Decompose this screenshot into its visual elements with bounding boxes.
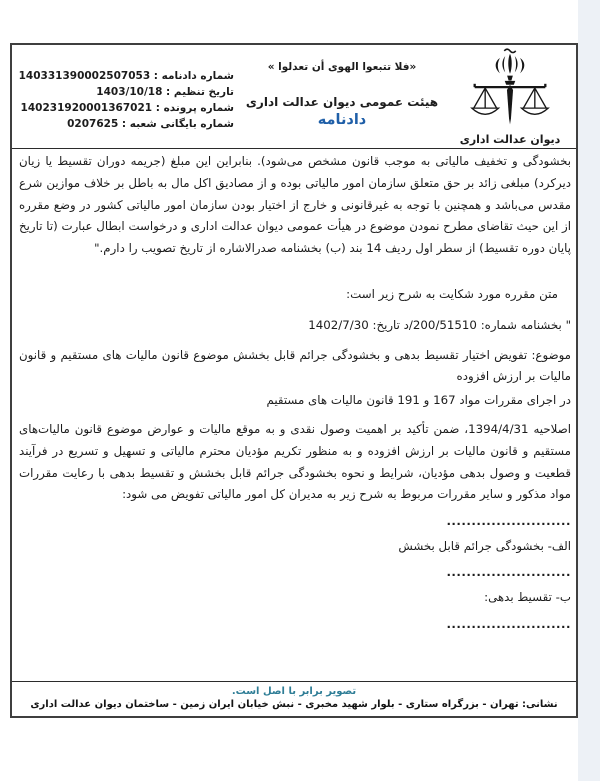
circular-body-paragraph: اصلاحیه 1394/4/31، ضمن تأکید بر اهمیت وصول نقدی و به موقع مالیات و عوارض موضوع قانون مالیات‌های مستقیم و قانون مالیات بر ارزش افزوده و به منظور تکریم مؤدیان محترم مالیاتی و تسهیل و تسریع در فرآیند قطعیت و وصول بدهی مؤدیان، شرایط و نحوه بخشودگی جرائم قابل بخشش و تقسیط بدهی با رعایت مقررات مواد مذکور و سایر مقررات مربوط به شرح زیر به مدیران کل امور مالیاتی تفویض می شود: [19, 421, 571, 502]
regulation-intro: متن مقرره مورد شکایت به شرح زیر است: [346, 286, 558, 301]
document [10, 43, 578, 718]
dotted-line: ......................... [446, 564, 571, 579]
document-footer [12, 681, 576, 716]
item-a-heading: الف- بخشودگی جرائم قابل بخشش [398, 538, 571, 553]
quran-verse: «فلا تتبعوا الهوی أن تعدلوا » [267, 61, 417, 73]
dotted-line: ......................... [446, 514, 571, 529]
scales-of-justice-icon [466, 48, 554, 132]
item-b-heading: ب- تقسیط بدهی: [484, 589, 571, 604]
court-logo [444, 45, 576, 148]
logo-caption: دیوان عدالت اداری [459, 133, 561, 146]
org-title: هیئت عمومی دیوان عدالت اداری [245, 95, 439, 109]
header-center [240, 45, 444, 148]
document-body [12, 149, 576, 680]
meta-case-number: شماره پرونده : 140231920001367021 [20, 102, 234, 114]
doc-meta [12, 45, 240, 148]
doc-type-title: دادنامه [317, 112, 367, 128]
address-line: نشانی: تهران - بزرگراه ستاری - بلوار شهید مخبری - نبش خیابان ایران زمین - ساختمان دیوان عدالت اداری [30, 699, 558, 710]
circular-legal-basis: در اجرای مقررات مواد 167 و 191 قانون مالیات های مستقیم [266, 393, 571, 408]
page-gutter [578, 0, 600, 781]
meta-archive-number: شماره بایگانی شعبه : 0207625 [67, 118, 234, 130]
circular-header-line: " بخشنامه شماره: 200/51510/د تاریخ: 1402/7/30 [308, 317, 571, 332]
meta-issue-date: تاریخ تنظیم : 1403/10/18 [96, 86, 234, 98]
document-header [12, 45, 576, 149]
circular-subject: موضوع: تفویض اختیار تقسیط بدهی و بخشودگی جرائم قابل بخشش موضوع قانون مالیات های مستقیم و قانون مالیات بر ارزش افزوده [19, 347, 571, 384]
certify-line: تصویر برابر با اصل است. [231, 686, 357, 697]
dotted-line: ......................... [446, 617, 571, 632]
complaint-paragraph: بخشودگی و تخفیف مالیاتی به موجب قانون مشخص می‌شود). بنابراین این مبلغ (جریمه دوران تقسیط یا زیان دیرکرد) مبلغی زائد بر حق متعلق سازمان امور مالیاتی بوده و از مصادیق اکل مال به باطل بر خلاف موازین شرع مقدس می‌باشد و همچنین با توجه به غیرقانونی و خارج از اختیار بودن سازمان امور مالیاتی کشور در وضع مقرره از این حیث تقاضای مطرح نمودن موضوع در هیأت عمومی دیوان عدالت اداری و درخواست ابطال عبارت (تا تاریخ پایان دوره تقسیط) از سطر اول ردیف 14 بند (ب) بخشنامه صدرالاشاره از تاریخ تصویب را دارم." [19, 154, 571, 256]
meta-verdict-number: شماره دادنامه : 140331390002507053 [18, 70, 234, 82]
